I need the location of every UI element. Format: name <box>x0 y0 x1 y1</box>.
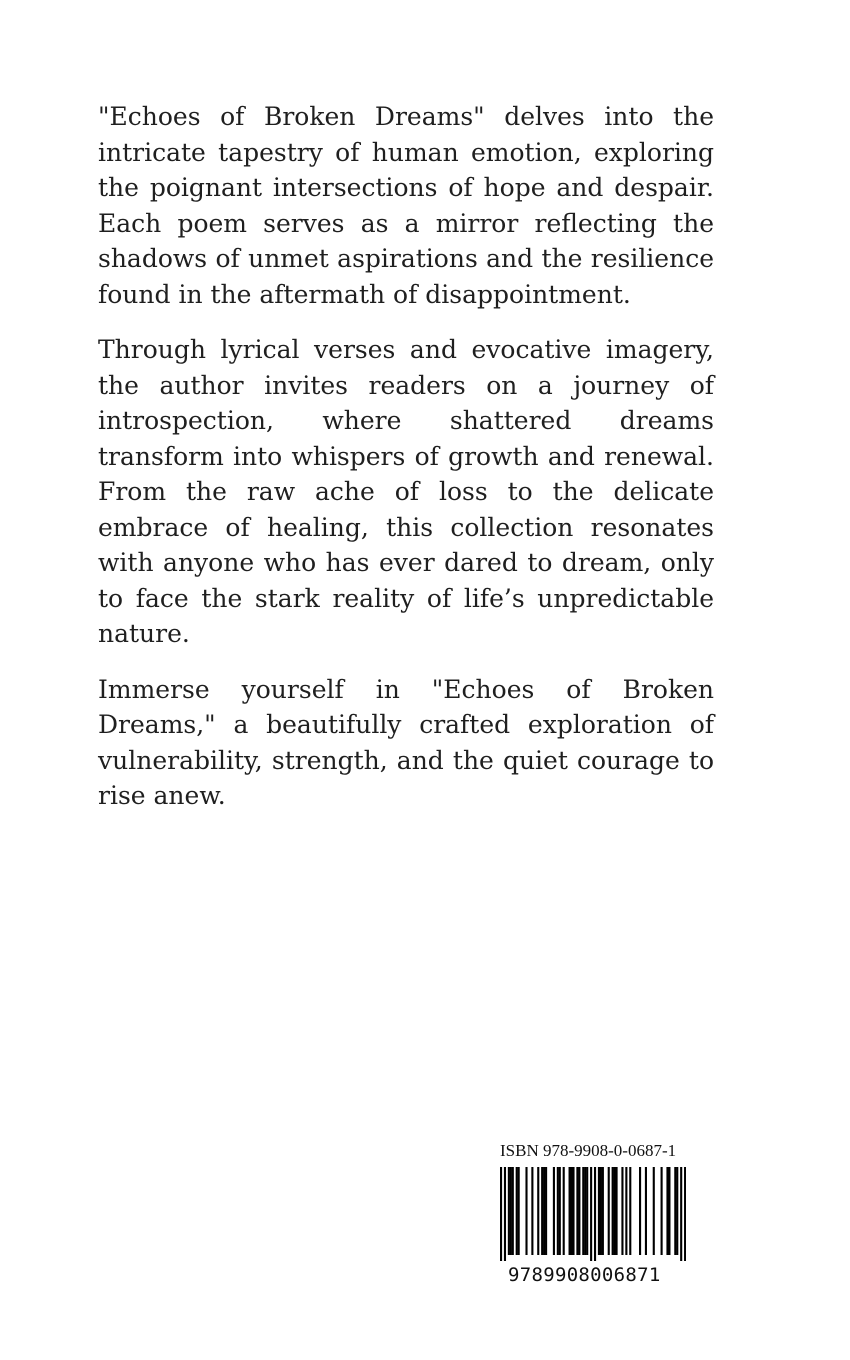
barcode-bar <box>680 1167 682 1261</box>
barcode-bar <box>504 1167 506 1261</box>
barcode-bar <box>629 1167 631 1255</box>
barcode-graphic <box>500 1167 686 1261</box>
barcode-bar <box>653 1167 655 1255</box>
barcode-bar <box>570 1167 572 1255</box>
blurb-paragraph-2: Through lyrical verses and evocative imagery, the author invites readers on a journey of introspection, where shattered dreams transform into whispers of growth and renewal. From the raw ache of loss to the delicate embrace of healing, this collection resonates with anyone who has ever dared to dream, only to face the stark reality of life’s unpredictable nature. <box>98 335 714 648</box>
barcode-bar <box>590 1167 592 1261</box>
barcode-bar <box>557 1167 559 1255</box>
barcode-bar <box>537 1167 539 1255</box>
barcode-bar <box>612 1167 614 1255</box>
barcode-bar <box>525 1167 527 1255</box>
barcode-bar <box>578 1167 580 1255</box>
back-cover-blurb <box>98 99 714 834</box>
barcode-bar <box>684 1167 686 1261</box>
blurb-paragraph-1: "Echoes of Broken Dreams" delves into the intricate tapestry of human emotion, exploring the poignant intersections of hope and despair. Each poem serves as a mirror reflecting the shadows of unmet aspirations and the resilience found in the aftermath of disappointment. <box>98 102 714 309</box>
barcode-bar <box>510 1167 512 1255</box>
barcode-bar <box>518 1167 520 1255</box>
barcode-bar <box>516 1167 518 1255</box>
barcode-bar <box>545 1167 547 1255</box>
barcode-bar <box>512 1167 514 1255</box>
barcode-bar <box>559 1167 561 1255</box>
barcode-bar <box>661 1167 663 1255</box>
barcode-bar <box>563 1167 565 1255</box>
barcode-bar <box>553 1167 555 1255</box>
barcode-bar <box>569 1167 571 1255</box>
barcode-bar <box>600 1167 602 1255</box>
barcode-bar <box>543 1167 545 1255</box>
barcode-bar <box>508 1167 510 1255</box>
barcode-bar <box>586 1167 588 1255</box>
barcode-bar <box>639 1167 641 1255</box>
barcode-number: 9789908006871 <box>508 1264 661 1286</box>
barcode-bar <box>531 1167 533 1255</box>
barcode-bar <box>582 1167 584 1255</box>
isbn-label: ISBN 978-9908-0-0687-1 <box>500 1141 677 1160</box>
blurb-paragraph-3: Immerse yourself in "Echoes of Broken Dreams," a beautifully crafted exploration of vulnerability, strength, and the quiet courage to rise anew. <box>98 674 714 810</box>
barcode-bar <box>572 1167 574 1255</box>
barcode-bar <box>576 1167 578 1255</box>
barcode-bar <box>608 1167 610 1255</box>
barcode-bar <box>625 1167 627 1255</box>
barcode-bar <box>500 1167 502 1261</box>
barcode-bar <box>614 1167 616 1255</box>
barcode-bar <box>674 1167 676 1255</box>
isbn-barcode-block <box>500 1141 686 1285</box>
barcode-bar <box>541 1167 543 1255</box>
barcode-bar <box>621 1167 623 1255</box>
barcode-bar <box>668 1167 670 1255</box>
barcode-bar <box>594 1167 596 1261</box>
barcode-bar <box>602 1167 604 1255</box>
barcode-bar <box>584 1167 586 1255</box>
barcode-bar <box>666 1167 668 1255</box>
barcode-bar <box>616 1167 618 1255</box>
barcode-bar <box>598 1167 600 1255</box>
barcode-bar <box>676 1167 678 1255</box>
barcode-bar <box>645 1167 647 1255</box>
